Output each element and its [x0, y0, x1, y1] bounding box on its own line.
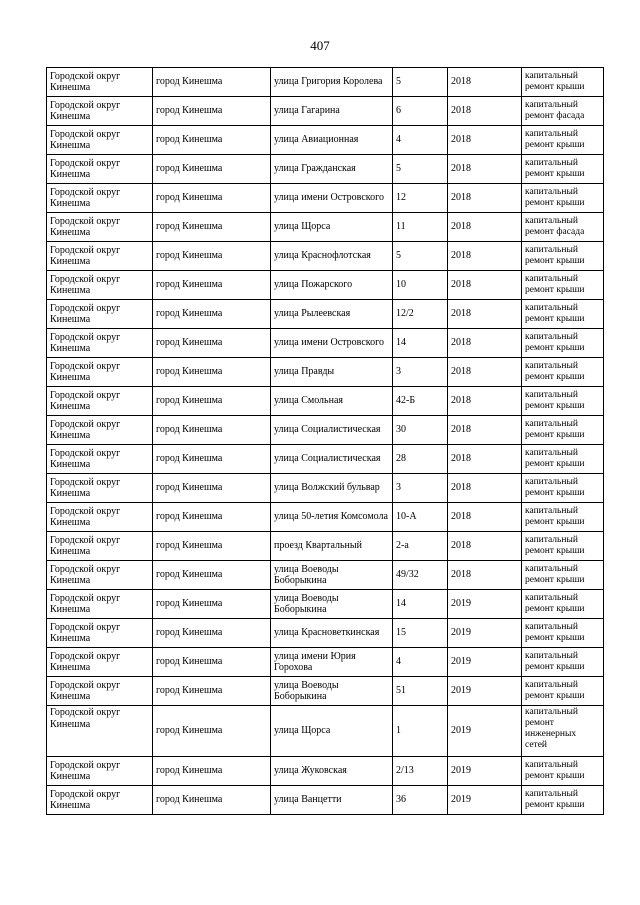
year-cell: 2018 — [448, 503, 522, 532]
street-cell: улица Воеводы Боборыкина — [271, 677, 393, 706]
city-cell: город Кинешма — [153, 329, 271, 358]
city-cell: город Кинешма — [153, 271, 271, 300]
year-cell: 2018 — [448, 68, 522, 97]
work-type-cell: капитальный ремонт фасада — [522, 213, 604, 242]
street-cell: улица имени Островского — [271, 184, 393, 213]
street-cell: улица Гагарина — [271, 97, 393, 126]
work-type-cell: капитальный ремонт крыши — [522, 786, 604, 815]
table-row — [47, 329, 604, 358]
table-row — [47, 619, 604, 648]
district-cell: Городской округ Кинешма — [47, 474, 153, 503]
city-cell: город Кинешма — [153, 786, 271, 815]
work-type-cell: капитальный ремонт крыши — [522, 416, 604, 445]
work-type-cell: капитальный ремонт крыши — [522, 445, 604, 474]
repair-schedule-table — [46, 67, 604, 815]
work-type-cell: капитальный ремонт крыши — [522, 126, 604, 155]
year-cell: 2018 — [448, 358, 522, 387]
district-cell: Городской округ Кинешма — [47, 126, 153, 155]
table-row — [47, 706, 604, 757]
work-type-cell: капитальный ремонт крыши — [522, 532, 604, 561]
work-type-cell: капитальный ремонт крыши — [522, 648, 604, 677]
work-type-cell: капитальный ремонт крыши — [522, 68, 604, 97]
table-row — [47, 648, 604, 677]
house-number-cell: 4 — [393, 648, 448, 677]
city-cell: город Кинешма — [153, 358, 271, 387]
district-cell: Городской округ Кинешма — [47, 677, 153, 706]
year-cell: 2018 — [448, 416, 522, 445]
district-cell: Городской округ Кинешма — [47, 329, 153, 358]
district-cell: Городской округ Кинешма — [47, 155, 153, 184]
page-number: 407 — [310, 38, 330, 53]
table-row — [47, 677, 604, 706]
district-cell: Городской округ Кинешма — [47, 590, 153, 619]
year-cell: 2018 — [448, 213, 522, 242]
city-cell: город Кинешма — [153, 97, 271, 126]
house-number-cell: 4 — [393, 126, 448, 155]
street-cell: улица Социалистическая — [271, 416, 393, 445]
house-number-cell: 14 — [393, 329, 448, 358]
work-type-cell: капитальный ремонт инженерных сетей — [522, 706, 604, 757]
year-cell: 2018 — [448, 387, 522, 416]
city-cell: город Кинешма — [153, 126, 271, 155]
street-cell: улица Красноветкинская — [271, 619, 393, 648]
house-number-cell: 15 — [393, 619, 448, 648]
year-cell: 2018 — [448, 329, 522, 358]
house-number-cell: 42-Б — [393, 387, 448, 416]
table-row — [47, 387, 604, 416]
house-number-cell: 36 — [393, 786, 448, 815]
street-cell: улица Гражданская — [271, 155, 393, 184]
city-cell: город Кинешма — [153, 503, 271, 532]
house-number-cell: 10-А — [393, 503, 448, 532]
work-type-cell: капитальный ремонт крыши — [522, 184, 604, 213]
work-type-cell: капитальный ремонт крыши — [522, 358, 604, 387]
street-cell: улица 50-летия Комсомола — [271, 503, 393, 532]
house-number-cell: 5 — [393, 68, 448, 97]
year-cell: 2019 — [448, 706, 522, 757]
work-type-cell: капитальный ремонт крыши — [522, 561, 604, 590]
district-cell: Городской округ Кинешма — [47, 445, 153, 474]
city-cell: город Кинешма — [153, 648, 271, 677]
district-cell: Городской округ Кинешма — [47, 757, 153, 786]
district-cell: Городской округ Кинешма — [47, 271, 153, 300]
table-row — [47, 242, 604, 271]
table-row — [47, 532, 604, 561]
year-cell: 2018 — [448, 271, 522, 300]
district-cell: Городской округ Кинешма — [47, 242, 153, 271]
table-row — [47, 757, 604, 786]
year-cell: 2018 — [448, 155, 522, 184]
table-row — [47, 300, 604, 329]
street-cell: улица Жуковская — [271, 757, 393, 786]
year-cell: 2019 — [448, 757, 522, 786]
house-number-cell: 14 — [393, 590, 448, 619]
table-row — [47, 155, 604, 184]
table-body — [47, 68, 604, 815]
table-row — [47, 786, 604, 815]
street-cell: улица Рылеевская — [271, 300, 393, 329]
city-cell: город Кинешма — [153, 706, 271, 757]
work-type-cell: капитальный ремонт крыши — [522, 155, 604, 184]
house-number-cell: 12 — [393, 184, 448, 213]
city-cell: город Кинешма — [153, 387, 271, 416]
house-number-cell: 3 — [393, 358, 448, 387]
district-cell: Городской округ Кинешма — [47, 358, 153, 387]
house-number-cell: 5 — [393, 242, 448, 271]
work-type-cell: капитальный ремонт фасада — [522, 97, 604, 126]
table-row — [47, 445, 604, 474]
year-cell: 2018 — [448, 561, 522, 590]
work-type-cell: капитальный ремонт крыши — [522, 387, 604, 416]
house-number-cell: 49/32 — [393, 561, 448, 590]
house-number-cell: 51 — [393, 677, 448, 706]
work-type-cell: капитальный ремонт крыши — [522, 503, 604, 532]
work-type-cell: капитальный ремонт крыши — [522, 300, 604, 329]
district-cell: Городской округ Кинешма — [47, 706, 153, 757]
table-row — [47, 416, 604, 445]
table-row — [47, 590, 604, 619]
table-row — [47, 503, 604, 532]
house-number-cell: 10 — [393, 271, 448, 300]
district-cell: Городской округ Кинешма — [47, 561, 153, 590]
city-cell: город Кинешма — [153, 155, 271, 184]
year-cell: 2019 — [448, 619, 522, 648]
house-number-cell: 11 — [393, 213, 448, 242]
work-type-cell: капитальный ремонт крыши — [522, 619, 604, 648]
street-cell: улица Краснофлотская — [271, 242, 393, 271]
table-row — [47, 126, 604, 155]
district-cell: Городской округ Кинешма — [47, 648, 153, 677]
year-cell: 2018 — [448, 474, 522, 503]
district-cell: Городской округ Кинешма — [47, 300, 153, 329]
district-cell: Городской округ Кинешма — [47, 213, 153, 242]
year-cell: 2018 — [448, 300, 522, 329]
table-row — [47, 561, 604, 590]
district-cell: Городской округ Кинешма — [47, 416, 153, 445]
street-cell: проезд Квартальный — [271, 532, 393, 561]
district-cell: Городской округ Кинешма — [47, 503, 153, 532]
work-type-cell: капитальный ремонт крыши — [522, 474, 604, 503]
street-cell: улица Правды — [271, 358, 393, 387]
table-row — [47, 97, 604, 126]
year-cell: 2019 — [448, 786, 522, 815]
district-cell: Городской округ Кинешма — [47, 68, 153, 97]
year-cell: 2018 — [448, 184, 522, 213]
work-type-cell: капитальный ремонт крыши — [522, 677, 604, 706]
table-row — [47, 474, 604, 503]
city-cell: город Кинешма — [153, 561, 271, 590]
year-cell: 2018 — [448, 97, 522, 126]
street-cell: улица Воеводы Боборыкина — [271, 590, 393, 619]
house-number-cell: 2-а — [393, 532, 448, 561]
street-cell: улица Григория Королева — [271, 68, 393, 97]
table-row — [47, 271, 604, 300]
house-number-cell: 5 — [393, 155, 448, 184]
work-type-cell: капитальный ремонт крыши — [522, 590, 604, 619]
city-cell: город Кинешма — [153, 68, 271, 97]
year-cell: 2018 — [448, 532, 522, 561]
city-cell: город Кинешма — [153, 474, 271, 503]
house-number-cell: 6 — [393, 97, 448, 126]
year-cell: 2019 — [448, 648, 522, 677]
street-cell: улица Смольная — [271, 387, 393, 416]
work-type-cell: капитальный ремонт крыши — [522, 242, 604, 271]
table-row — [47, 184, 604, 213]
city-cell: город Кинешма — [153, 619, 271, 648]
street-cell: улица Воеводы Боборыкина — [271, 561, 393, 590]
district-cell: Городской округ Кинешма — [47, 786, 153, 815]
city-cell: город Кинешма — [153, 242, 271, 271]
city-cell: город Кинешма — [153, 677, 271, 706]
house-number-cell: 3 — [393, 474, 448, 503]
district-cell: Городской округ Кинешма — [47, 387, 153, 416]
city-cell: город Кинешма — [153, 300, 271, 329]
house-number-cell: 1 — [393, 706, 448, 757]
house-number-cell: 2/13 — [393, 757, 448, 786]
work-type-cell: капитальный ремонт крыши — [522, 271, 604, 300]
year-cell: 2019 — [448, 590, 522, 619]
street-cell: улица имени Островского — [271, 329, 393, 358]
table-row — [47, 358, 604, 387]
district-cell: Городской округ Кинешма — [47, 97, 153, 126]
city-cell: город Кинешма — [153, 184, 271, 213]
house-number-cell: 30 — [393, 416, 448, 445]
street-cell: улица Ванцетти — [271, 786, 393, 815]
district-cell: Городской округ Кинешма — [47, 619, 153, 648]
district-cell: Городской округ Кинешма — [47, 532, 153, 561]
street-cell: улица имени Юрия Горохова — [271, 648, 393, 677]
work-type-cell: капитальный ремонт крыши — [522, 329, 604, 358]
city-cell: город Кинешма — [153, 590, 271, 619]
city-cell: город Кинешма — [153, 757, 271, 786]
street-cell: улица Пожарского — [271, 271, 393, 300]
work-type-cell: капитальный ремонт крыши — [522, 757, 604, 786]
street-cell: улица Щорса — [271, 706, 393, 757]
house-number-cell: 12/2 — [393, 300, 448, 329]
year-cell: 2018 — [448, 126, 522, 155]
table-row — [47, 68, 604, 97]
city-cell: город Кинешма — [153, 416, 271, 445]
table-row — [47, 213, 604, 242]
street-cell: улица Щорса — [271, 213, 393, 242]
city-cell: город Кинешма — [153, 445, 271, 474]
street-cell: улица Авиационная — [271, 126, 393, 155]
city-cell: город Кинешма — [153, 213, 271, 242]
house-number-cell: 28 — [393, 445, 448, 474]
city-cell: город Кинешма — [153, 532, 271, 561]
street-cell: улица Волжский бульвар — [271, 474, 393, 503]
year-cell: 2018 — [448, 242, 522, 271]
year-cell: 2018 — [448, 445, 522, 474]
district-cell: Городской округ Кинешма — [47, 184, 153, 213]
street-cell: улица Социалистическая — [271, 445, 393, 474]
year-cell: 2019 — [448, 677, 522, 706]
